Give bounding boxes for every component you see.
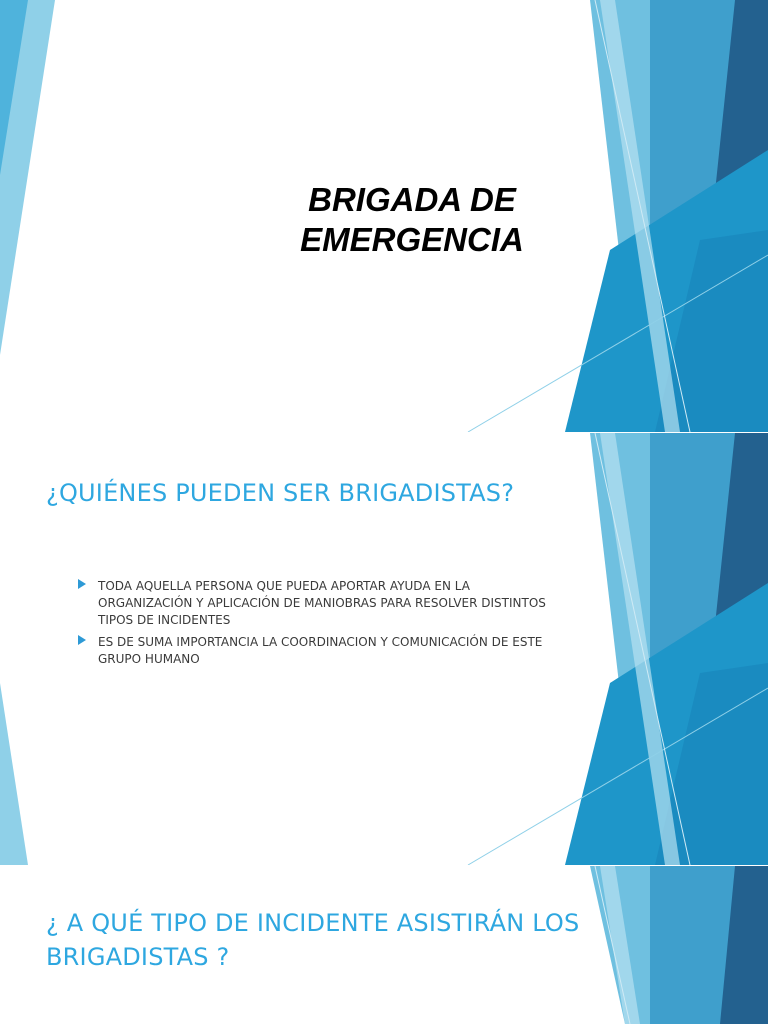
- triangle-right-icon: [78, 579, 86, 589]
- bullet-text: ES DE SUMA IMPORTANCIA LA COORDINACION Y COMUNICACIÓN DE ESTE GRUPO HUMANO: [98, 635, 543, 666]
- presentation-title: [262, 180, 562, 260]
- slide-heading: ¿ A QUÉ TIPO DE INCIDENTE ASISTIRÁN LOS BRIGADISTAS ?: [46, 909, 580, 971]
- slide-heading: ¿QUIÉNES PUEDEN SER BRIGADISTAS?: [46, 479, 515, 507]
- slide-quienes: [0, 433, 768, 865]
- bullet-list: [78, 578, 568, 673]
- title-line-2: EMERGENCIA: [300, 221, 524, 258]
- left-facet: [0, 683, 28, 865]
- bullet-text: TODA AQUELLA PERSONA QUE PUEDA APORTAR AYUDA EN LA ORGANIZACIÓN Y APLICACIÓN DE MANIOBRAS PARA RESOLVER DISTINTOS TIPOS DE INCIDENTES: [98, 579, 546, 627]
- list-item: [78, 634, 568, 668]
- list-item: [78, 578, 568, 629]
- triangle-right-icon: [78, 635, 86, 645]
- slide-incidentes: [0, 866, 768, 1024]
- right-facet-mid: [650, 866, 735, 1024]
- slide-title: [0, 0, 768, 432]
- title-line-1: BRIGADA DE: [308, 181, 516, 218]
